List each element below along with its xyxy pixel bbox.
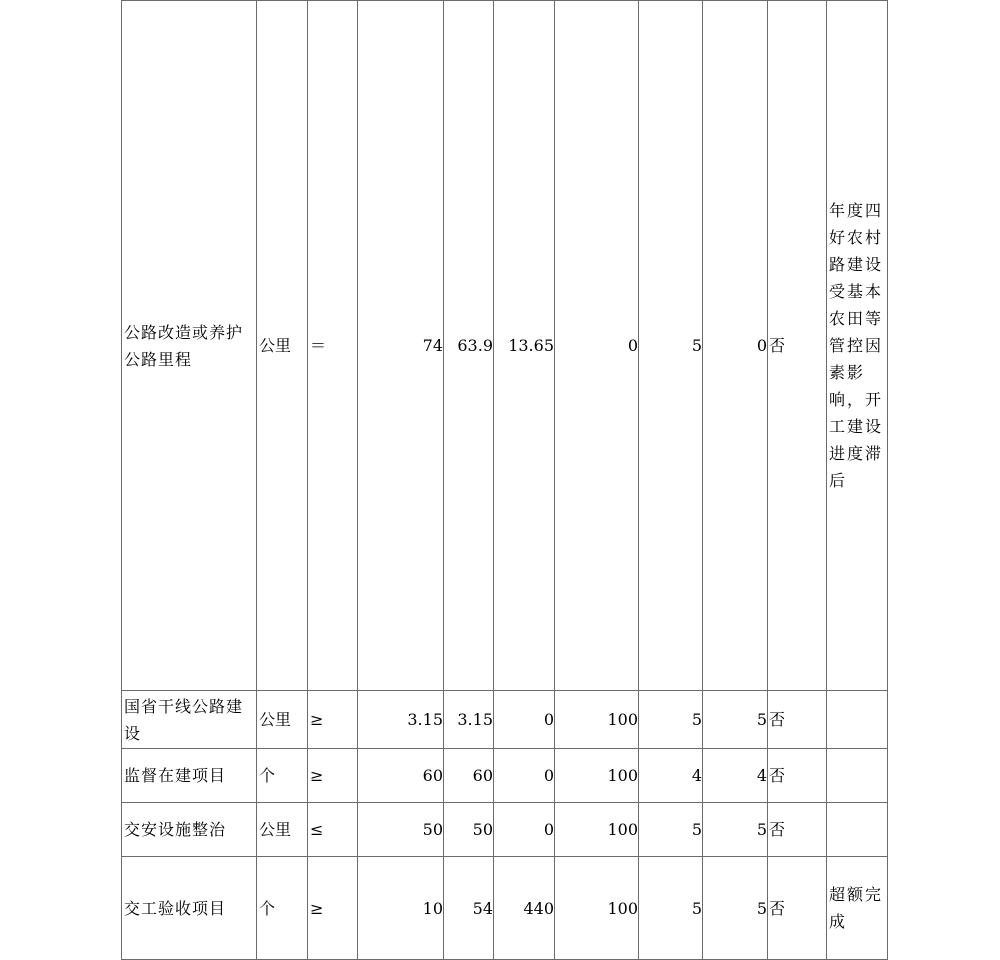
actual-value: 54 xyxy=(444,857,494,960)
operator: ≥ xyxy=(308,857,358,960)
flag-value: 否 xyxy=(768,749,827,803)
flag-value: 否 xyxy=(768,691,827,749)
weight-value: 5 xyxy=(639,691,703,749)
score-value: 5 xyxy=(703,857,768,960)
remark: 超额完成 xyxy=(827,857,888,960)
score-value: 5 xyxy=(703,691,768,749)
weight-value: 5 xyxy=(639,857,703,960)
operator: ＝ xyxy=(308,1,358,691)
remark xyxy=(827,691,888,749)
unit: 公里 xyxy=(257,691,308,749)
remark xyxy=(827,803,888,857)
flag-value: 否 xyxy=(768,857,827,960)
indicator-name: 监督在建项目 xyxy=(122,749,257,803)
indicator-name: 交工验收项目 xyxy=(122,857,257,960)
deviation-value: 0 xyxy=(555,1,639,691)
target-value: 60 xyxy=(358,749,444,803)
indicator-table xyxy=(121,0,888,960)
table-row xyxy=(122,857,888,960)
weight-value: 4 xyxy=(639,749,703,803)
rate-value: 13.65 xyxy=(494,1,555,691)
deviation-value: 100 xyxy=(555,749,639,803)
actual-value: 50 xyxy=(444,803,494,857)
indicator-name: 交安设施整治 xyxy=(122,803,257,857)
actual-value: 60 xyxy=(444,749,494,803)
target-value: 74 xyxy=(358,1,444,691)
target-value: 10 xyxy=(358,857,444,960)
actual-value: 3.15 xyxy=(444,691,494,749)
score-value: 0 xyxy=(703,1,768,691)
rate-value: 0 xyxy=(494,803,555,857)
operator: ≥ xyxy=(308,749,358,803)
rate-value: 0 xyxy=(494,691,555,749)
remark xyxy=(827,749,888,803)
unit: 公里 xyxy=(257,803,308,857)
unit: 个 xyxy=(257,749,308,803)
actual-value: 63.9 xyxy=(444,1,494,691)
score-value: 5 xyxy=(703,803,768,857)
unit: 个 xyxy=(257,857,308,960)
indicator-name: 国省干线公路建设 xyxy=(122,691,257,749)
weight-value: 5 xyxy=(639,1,703,691)
flag-value: 否 xyxy=(768,1,827,691)
deviation-value: 100 xyxy=(555,691,639,749)
deviation-value: 100 xyxy=(555,803,639,857)
deviation-value: 100 xyxy=(555,857,639,960)
table-row xyxy=(122,1,888,691)
table-row xyxy=(122,803,888,857)
operator: ≥ xyxy=(308,691,358,749)
table-row xyxy=(122,749,888,803)
flag-value: 否 xyxy=(768,803,827,857)
remark: 年度四好农村路建设受基本农田等管控因素影响，开工建设进度滞后 xyxy=(827,1,888,691)
operator: ≤ xyxy=(308,803,358,857)
indicator-name: 公路改造或养护公路里程 xyxy=(122,1,257,691)
target-value: 3.15 xyxy=(358,691,444,749)
rate-value: 0 xyxy=(494,749,555,803)
target-value: 50 xyxy=(358,803,444,857)
weight-value: 5 xyxy=(639,803,703,857)
score-value: 4 xyxy=(703,749,768,803)
unit: 公里 xyxy=(257,1,308,691)
table-row xyxy=(122,691,888,749)
rate-value: 440 xyxy=(494,857,555,960)
